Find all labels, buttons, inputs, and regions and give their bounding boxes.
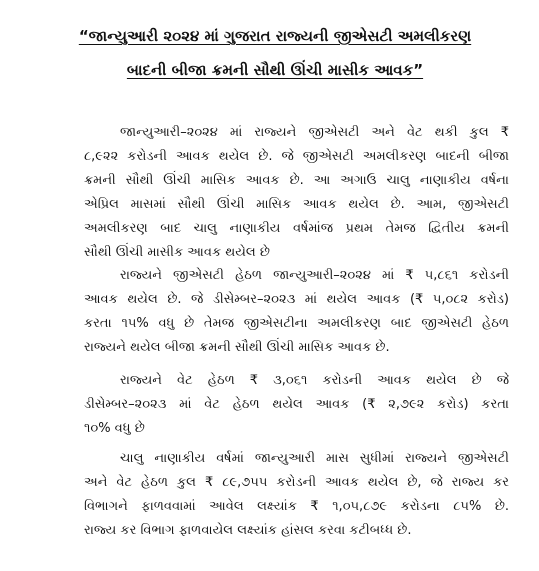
paragraph-total-revenue — [84, 122, 509, 266]
paragraph-gst-revenue — [84, 265, 509, 361]
paragraph-line: સૌથી ઊંચી માસીક આવક થયેલ છે — [84, 245, 270, 260]
paragraph-line: રાજ્યને વેટ હેઠળ ₹ ૩,૦૬૧ કરોડની આવક થયેલ છે જે — [120, 373, 509, 388]
paragraph-line: ૧૦% વધુ છે — [84, 421, 145, 436]
headline-line-1: “જાન્યુઆરી ૨૦૨૪ માં ગુજરાત રાજ્યની જીએસટી અમલીકરણ — [78, 27, 472, 45]
paragraph-line: એપ્રિલ માસમાં સૌથી ઊંચી માસિક આવક થયેલ છે. આમ, જીએસટી — [84, 197, 509, 212]
paragraph-line: અને વેટ હેઠળ કુલ ₹ ૮૯,૭૫૫ કરોડની આવક થયેલ છે, જે રાજ્ય કર — [84, 475, 509, 490]
paragraph-line: ૮,૯૨૨ કરોડની આવક થયેલ છે. જે જીએસટી અમલીકરણ બાદની બીજા — [84, 149, 509, 164]
paragraph-line: આવક થયેલ છે. જે ડીસેમ્બર–૨૦૨૩ માં થયેલ આવક (₹ ૫,૦૮૨ કરોડ) — [84, 292, 509, 307]
paragraph-line: વિભાગને ફાળવવામાં આવેલ લક્ષ્યાંક ₹ ૧,૦૫,૮૭૯ કરોડના ૮૫% છે. — [84, 499, 509, 514]
paragraph-line: ક્રમની સૌથી ઊંચી માસિક આવક છે. આ અગાઉ ચાલુ નાણાકીય વર્ષના — [84, 173, 509, 188]
headline-line-2: બાદની બીજા ક્રમની સૌથી ઊંચી માસીક આવક” — [126, 61, 424, 79]
paragraph-line: ડીસેમ્બર–૨૦૨૩ માં વેટ હેઠળ થયેલ આવક (₹ ૨,૭૯૨ કરોડ) કરતા — [84, 397, 509, 412]
paragraph-vat-revenue — [84, 370, 509, 442]
paragraph-line: રાજ્યને જીએસટી હેઠળ જાન્યુઆરી–૨૦૨૪ માં ₹ ૫,૮૬૧ કરોડની — [120, 268, 509, 283]
paragraph-line: કરતા ૧૫% વધુ છે તેમજ જીએસટીના અમલીકરણ બાદ જીએસટી હેઠળ — [84, 316, 509, 331]
paragraph-line: જાન્યુઆરી–૨૦૨૪ માં રાજ્યને જીએસટી અને વેટ થકી કુલ ₹ — [120, 125, 509, 140]
paragraph-line: રાજ્ય કર વિભાગ ફાળવાયેલ લક્ષ્યાંક હાંસલ કરવા કટીબધ્ધ છે. — [84, 523, 412, 538]
paragraph-line: અમલીકરણ બાદ ચાલુ નાણાકીય વર્ષમાંજ પ્રથમ તેમજ દ્વિતીય ક્રમની — [84, 221, 509, 236]
paragraph-line: રાજ્યને થયેલ બીજા ક્રમની સૌથી ઊંચી માસિક આવક છે. — [84, 340, 390, 355]
paragraph-line: ચાલુ નાણાકીય વર્ષમાં જાન્યુઆરી માસ સુધીમાં રાજ્યને જીએસટી — [120, 451, 509, 466]
paragraph-target-progress — [84, 448, 509, 544]
